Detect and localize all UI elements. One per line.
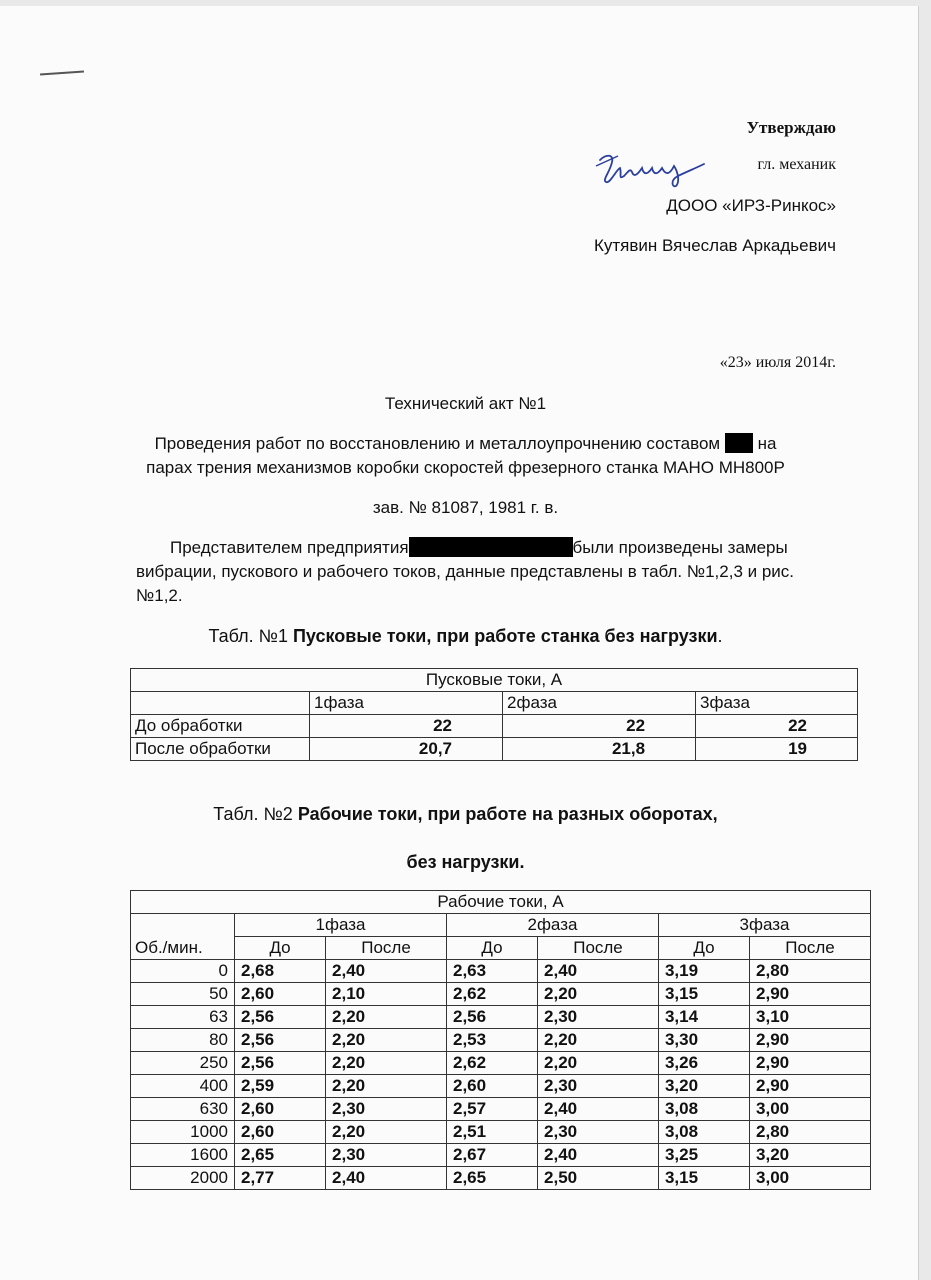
table-row bbox=[131, 1167, 871, 1190]
value-cell: 2,62 bbox=[446, 1052, 537, 1075]
rpm-cell: 1600 bbox=[131, 1144, 235, 1167]
value-cell: 3,25 bbox=[658, 1144, 749, 1167]
value-cell: 2,30 bbox=[326, 1098, 447, 1121]
value-cell: 21,8 bbox=[503, 738, 696, 761]
value-cell: 2,30 bbox=[538, 1121, 659, 1144]
value-cell: 2,90 bbox=[750, 1029, 871, 1052]
table-header: Рабочие токи, А bbox=[131, 891, 871, 914]
value-cell: 3,00 bbox=[750, 1098, 871, 1121]
value-cell: 2,65 bbox=[235, 1144, 326, 1167]
value-cell: 2,62 bbox=[446, 983, 537, 1006]
value-cell: 2,30 bbox=[326, 1144, 447, 1167]
paragraph-text-2: были произведены замеры вибрации, пускового и рабочего токов, данные представлены в табл. №1,2,3 и рис.№1,2. bbox=[136, 538, 795, 605]
value-cell: 3,19 bbox=[658, 960, 749, 983]
rpm-cell: 630 bbox=[131, 1098, 235, 1121]
value-cell: 19 bbox=[696, 738, 858, 761]
approval-date: «23» июля 2014г. bbox=[719, 354, 836, 371]
table-row bbox=[131, 983, 871, 1006]
value-cell: 3,20 bbox=[750, 1144, 871, 1167]
phase-header: 1фаза bbox=[310, 692, 503, 715]
subheader-before: До bbox=[446, 937, 537, 960]
table-row bbox=[131, 1006, 871, 1029]
subheader-before: До bbox=[658, 937, 749, 960]
value-cell: 2,90 bbox=[750, 983, 871, 1006]
table2-caption-line2 bbox=[0, 852, 931, 873]
signature-image bbox=[592, 146, 712, 190]
value-cell: 2,56 bbox=[235, 1029, 326, 1052]
rpm-cell: 1000 bbox=[131, 1121, 235, 1144]
caption-prefix: Табл. №2 bbox=[213, 804, 298, 824]
value-cell: 3,08 bbox=[658, 1121, 749, 1144]
caption-bold: без нагрузки. bbox=[406, 852, 525, 872]
document-page bbox=[0, 6, 919, 1280]
act-subject bbox=[0, 432, 931, 480]
value-cell: 2,20 bbox=[326, 1075, 447, 1098]
table2-body bbox=[131, 960, 871, 1190]
value-cell: 2,90 bbox=[750, 1052, 871, 1075]
caption-bold: Рабочие токи, при работе на разных оборотах, bbox=[297, 804, 718, 824]
value-cell: 3,10 bbox=[750, 1006, 871, 1029]
row-label: До обработки bbox=[131, 715, 310, 738]
value-cell: 3,15 bbox=[658, 983, 749, 1006]
value-cell: 2,53 bbox=[446, 1029, 537, 1052]
rpm-cell: 50 bbox=[131, 983, 235, 1006]
value-cell: 2,59 bbox=[235, 1075, 326, 1098]
value-cell: 2,60 bbox=[446, 1075, 537, 1098]
value-cell: 2,56 bbox=[446, 1006, 537, 1029]
value-cell: 2,20 bbox=[326, 1029, 447, 1052]
approval-name: Кутявин Вячеслав Аркадьевич bbox=[593, 236, 836, 255]
value-cell: 2,90 bbox=[750, 1075, 871, 1098]
phase-header: 3фаза bbox=[696, 692, 858, 715]
table-row bbox=[131, 1098, 871, 1121]
pen-mark bbox=[40, 70, 84, 75]
value-cell: 2,40 bbox=[326, 1167, 447, 1190]
approval-title: Утверждаю bbox=[746, 118, 836, 137]
value-cell: 2,20 bbox=[326, 1006, 447, 1029]
caption-bold: Пусковые токи, при работе станка без нагрузки bbox=[292, 626, 718, 646]
serial-number: зав. № 81087, 1981 г. в. bbox=[372, 498, 559, 517]
value-cell: 2,30 bbox=[538, 1075, 659, 1098]
phase-header: 1фаза bbox=[235, 914, 447, 937]
table-header: Пусковые токи, А bbox=[131, 669, 858, 692]
table-row bbox=[131, 960, 871, 983]
row-label: После обработки bbox=[131, 738, 310, 761]
intro-paragraph bbox=[136, 536, 826, 608]
subheader-after: После bbox=[326, 937, 447, 960]
value-cell: 2,40 bbox=[538, 1144, 659, 1167]
value-cell: 2,77 bbox=[235, 1167, 326, 1190]
value-cell: 3,20 bbox=[658, 1075, 749, 1098]
value-cell: 2,20 bbox=[326, 1052, 447, 1075]
subject-line-2: парах трения механизмов коробки скоростей фрезерного станка МАНО МН800Р bbox=[146, 458, 785, 477]
value-cell: 2,20 bbox=[538, 1029, 659, 1052]
value-cell: 2,40 bbox=[326, 960, 447, 983]
value-cell: 3,15 bbox=[658, 1167, 749, 1190]
value-cell: 3,30 bbox=[658, 1029, 749, 1052]
subheader-after: После bbox=[538, 937, 659, 960]
value-cell: 2,60 bbox=[235, 983, 326, 1006]
table-row bbox=[131, 715, 858, 738]
value-cell: 2,63 bbox=[446, 960, 537, 983]
rpm-cell: 0 bbox=[131, 960, 235, 983]
rpm-cell: 250 bbox=[131, 1052, 235, 1075]
subheader-before: До bbox=[235, 937, 326, 960]
table-row bbox=[131, 1075, 871, 1098]
value-cell: 2,51 bbox=[446, 1121, 537, 1144]
table-row bbox=[131, 1144, 871, 1167]
table1-caption bbox=[0, 626, 931, 647]
rpm-cell: 400 bbox=[131, 1075, 235, 1098]
value-cell: 22 bbox=[696, 715, 858, 738]
value-cell: 2,10 bbox=[326, 983, 447, 1006]
subject-text-2: на bbox=[757, 434, 777, 453]
table-row bbox=[131, 1029, 871, 1052]
paragraph-text-1: Представителем предприятия bbox=[170, 538, 409, 557]
approval-organization: ДООО «ИРЗ-Ринкос» bbox=[666, 196, 836, 215]
rpm-cell: 80 bbox=[131, 1029, 235, 1052]
starting-currents-table bbox=[130, 668, 858, 761]
act-title: Технический акт №1 bbox=[384, 394, 547, 413]
value-cell: 2,20 bbox=[538, 1052, 659, 1075]
phase-header: 2фаза bbox=[503, 692, 696, 715]
phase-header: 2фаза bbox=[446, 914, 658, 937]
value-cell: 22 bbox=[503, 715, 696, 738]
value-cell: 2,20 bbox=[538, 983, 659, 1006]
value-cell: 20,7 bbox=[310, 738, 503, 761]
value-cell: 22 bbox=[310, 715, 503, 738]
approval-position: гл. механик bbox=[757, 156, 836, 173]
value-cell: 2,40 bbox=[538, 1098, 659, 1121]
value-cell: 2,57 bbox=[446, 1098, 537, 1121]
value-cell: 2,40 bbox=[538, 960, 659, 983]
value-cell: 2,80 bbox=[750, 1121, 871, 1144]
value-cell: 2,20 bbox=[326, 1121, 447, 1144]
value-cell: 3,14 bbox=[658, 1006, 749, 1029]
table-row bbox=[131, 1121, 871, 1144]
rpm-cell: 2000 bbox=[131, 1167, 235, 1190]
subheader-after: После bbox=[750, 937, 871, 960]
rpm-header: Об./мин. bbox=[131, 914, 235, 960]
redaction-box bbox=[409, 537, 573, 557]
value-cell: 2,68 bbox=[235, 960, 326, 983]
value-cell: 2,65 bbox=[446, 1167, 537, 1190]
table-row bbox=[131, 1052, 871, 1075]
value-cell: 2,30 bbox=[538, 1006, 659, 1029]
value-cell: 2,80 bbox=[750, 960, 871, 983]
caption-prefix: Табл. №1 bbox=[208, 626, 293, 646]
table2-caption bbox=[0, 804, 931, 825]
caption-suffix: . bbox=[717, 626, 723, 646]
value-cell: 2,56 bbox=[235, 1052, 326, 1075]
value-cell: 2,50 bbox=[538, 1167, 659, 1190]
value-cell: 2,60 bbox=[235, 1098, 326, 1121]
phase-header: 3фаза bbox=[658, 914, 870, 937]
value-cell: 2,56 bbox=[235, 1006, 326, 1029]
value-cell: 3,26 bbox=[658, 1052, 749, 1075]
rpm-cell: 63 bbox=[131, 1006, 235, 1029]
table-row bbox=[131, 738, 858, 761]
value-cell: 3,08 bbox=[658, 1098, 749, 1121]
value-cell: 2,60 bbox=[235, 1121, 326, 1144]
empty-cell bbox=[131, 692, 310, 715]
value-cell: 2,67 bbox=[446, 1144, 537, 1167]
value-cell: 3,00 bbox=[750, 1167, 871, 1190]
subject-text-1: Проведения работ по восстановлению и металлоупрочнению составом bbox=[154, 434, 721, 453]
redaction-box bbox=[725, 433, 753, 453]
working-currents-table bbox=[130, 890, 871, 1190]
